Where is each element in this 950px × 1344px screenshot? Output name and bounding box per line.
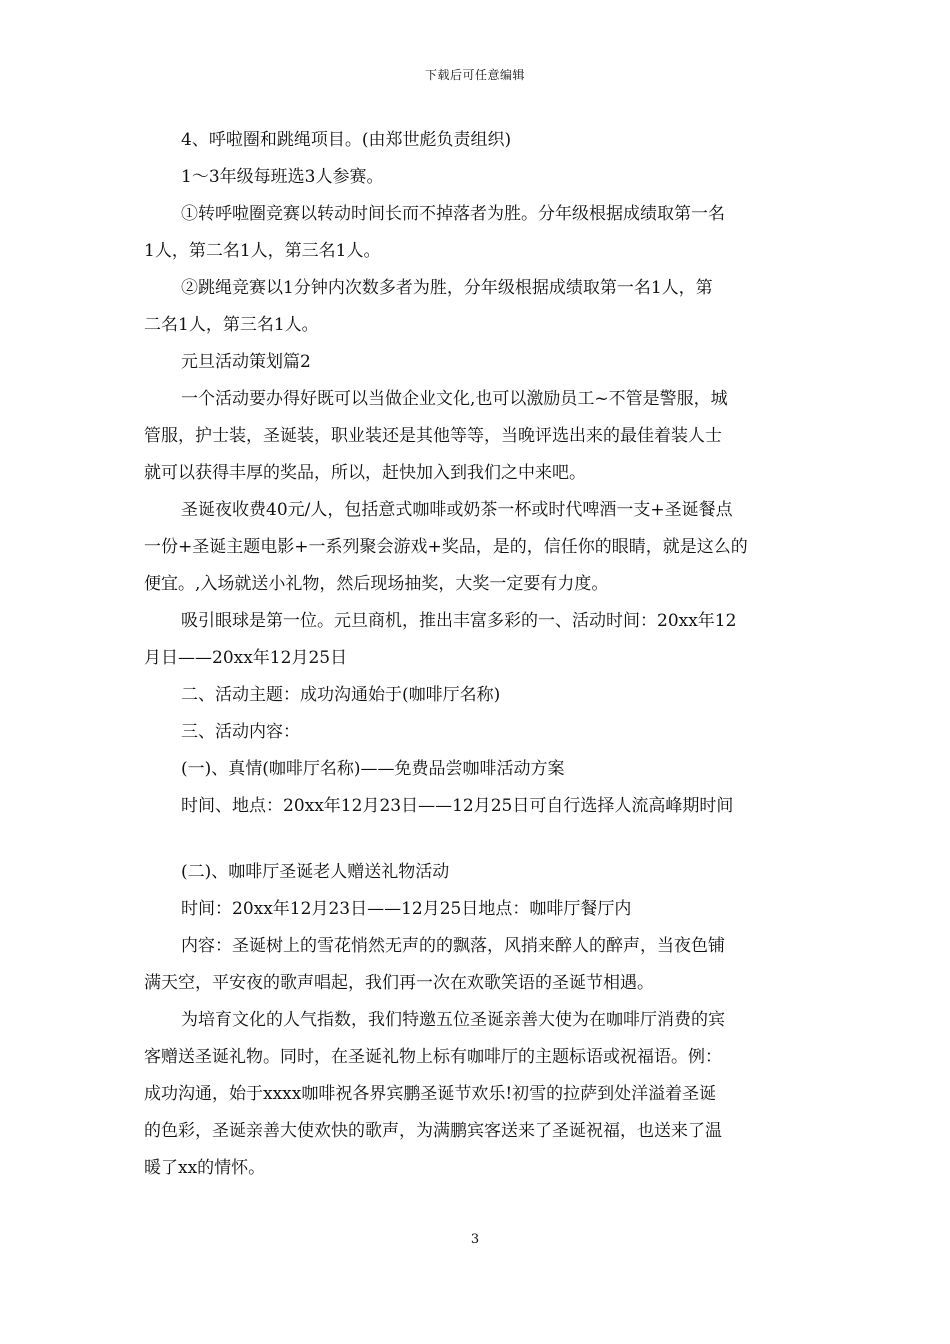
paragraph-line: 便宜。,入场就送小礼物，然后现场抽奖，大奖一定要有力度。	[144, 574, 609, 594]
paragraph-line: 就可以获得丰厚的奖品，所以，赶快加入到我们之中来吧。	[144, 463, 586, 483]
paragraph-line: 一份+圣诞主题电影+一系列聚会游戏+奖品，是的，信任你的眼睛，就是这么的	[144, 537, 748, 557]
section-heading: 元旦活动策划篇2	[181, 352, 311, 372]
document-body	[144, 122, 806, 1187]
paragraph-line: 满天空，平安夜的歌声唱起，我们再一次在欢歌笑语的圣诞节相遇。	[144, 973, 654, 993]
paragraph-line: 时间、地点：20xx年12月23日——12月25日可自行选择人流高峰期时间	[181, 796, 734, 816]
page-header: 下载后可任意编辑	[424, 68, 525, 82]
paragraph-line: (一)、真情(咖啡厅名称)——免费品尝咖啡活动方案	[181, 759, 565, 779]
paragraph-line: 二名1人，第三名1人。	[144, 315, 319, 335]
paragraph-line: ①转呼啦圈竞赛以转动时间长而不掉落者为胜。分年级根据成绩取第一名	[181, 204, 725, 224]
paragraph-line: 吸引眼球是第一位。元旦商机，推出丰富多彩的一、活动时间：20xx年12	[181, 611, 737, 631]
paragraph-line: 二、活动主题：成功沟通始于(咖啡厅名称)	[181, 685, 501, 705]
paragraph-line: 的色彩，圣诞亲善大使欢快的歌声，为满鹏宾客送来了圣诞祝福，也送来了温	[144, 1121, 722, 1141]
paragraph-line: 为培育文化的人气指数，我们特邀五位圣诞亲善大使为在咖啡厅消费的宾	[181, 1010, 725, 1030]
paragraph-line: 客赠送圣诞礼物。同时，在圣诞礼物上标有咖啡厅的主题标语或祝福语。例：	[144, 1047, 722, 1067]
paragraph-line: 1人，第二名1人，第三名1人。	[144, 241, 381, 261]
paragraph-line: 时间：20xx年12月23日——12月25日地点：咖啡厅餐厅内	[181, 899, 632, 919]
paragraph-line: 月日——20xx年12月25日	[144, 648, 348, 668]
paragraph-line: 三、活动内容：	[181, 722, 300, 742]
paragraph-line: 暖了xx的情怀。	[144, 1158, 266, 1178]
paragraph-line: 管服，护士装，圣诞装，职业装还是其他等等，当晚评选出来的最佳着装人士	[144, 426, 722, 446]
paragraph-line: 成功沟通，始于xxxx咖啡祝各界宾鹏圣诞节欢乐!初雪的拉萨到处洋溢着圣诞	[144, 1084, 717, 1104]
paragraph-line: 4、呼啦圈和跳绳项目。(由郑世彪负责组织)	[181, 130, 512, 150]
paragraph-line: (二)、咖啡厅圣诞老人赠送礼物活动	[181, 862, 450, 882]
page-number: 3	[470, 1232, 480, 1247]
paragraph-line: 内容：圣诞树上的雪花悄然无声的的飘落，风捎来醉人的醉声，当夜色铺	[181, 936, 725, 956]
paragraph-line: ②跳绳竞赛以1分钟内次数多者为胜，分年级根据成绩取第一名1人，第	[181, 278, 713, 298]
paragraph-line: 1～3年级每班选3人参赛。	[181, 167, 384, 187]
paragraph-line: 一个活动要办得好既可以当做企业文化,也可以激励员工~不管是警服，城	[181, 389, 728, 409]
paragraph-line: 圣诞夜收费40元/人，包括意式咖啡或奶茶一杯或时代啤酒一支+圣诞餐点	[181, 500, 733, 520]
